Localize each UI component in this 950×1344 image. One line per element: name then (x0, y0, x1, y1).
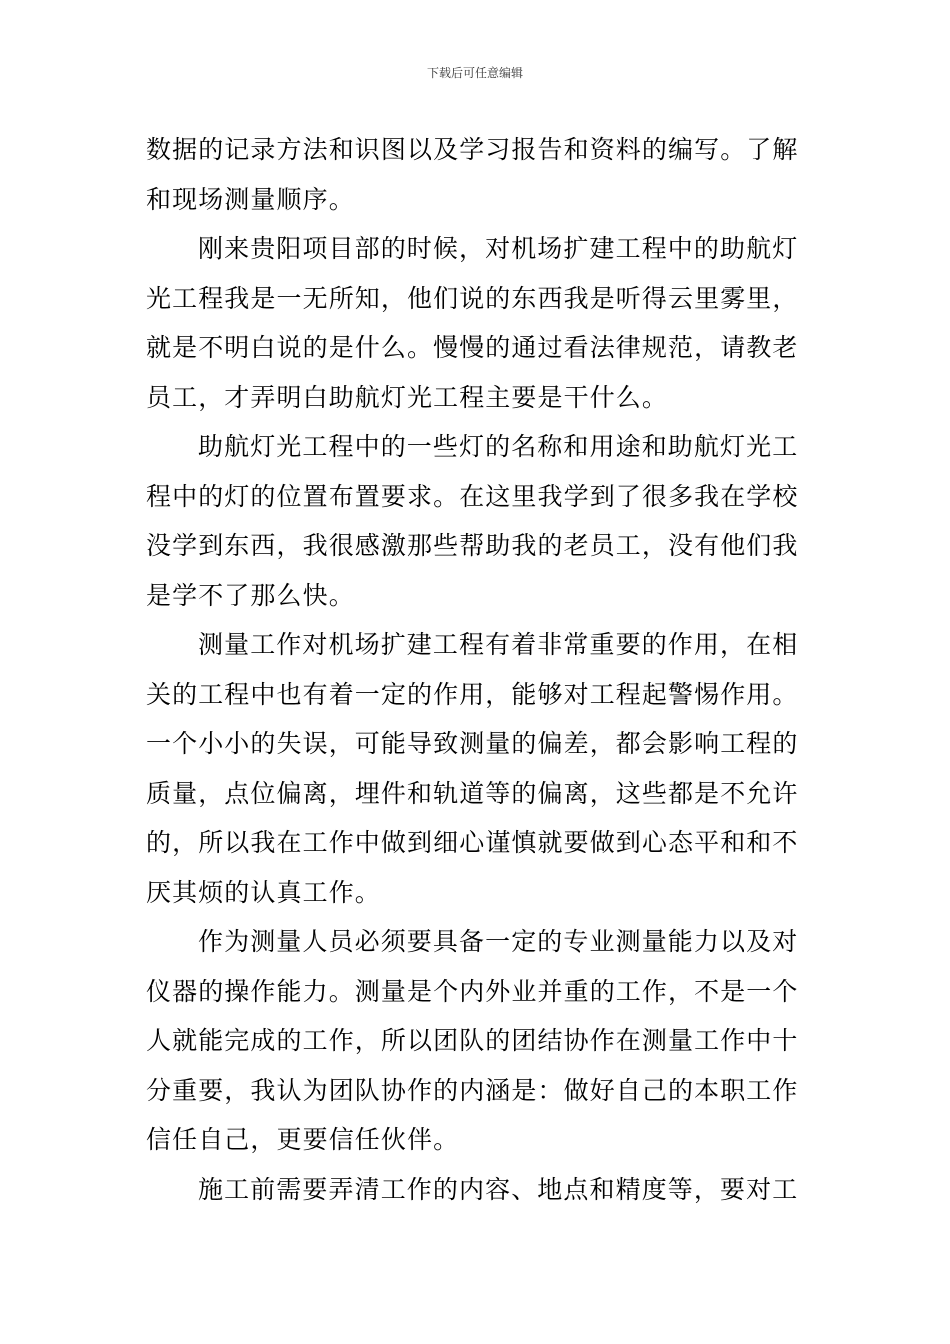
text-line: 刚来贵阳项目部的时候，对机场扩建工程中的助航灯 (198, 234, 799, 263)
text-line: 厌其烦的认真工作。 (146, 877, 381, 907)
text-line: 信任自己，更要信任伙伴。 (146, 1125, 460, 1154)
paragraph-2 (146, 224, 806, 422)
text-line: 分重要，我认为团队协作的内涵是：做好自己的本职工作 (146, 1075, 799, 1105)
text-line: 施工前需要弄清工作的内容、地点和精度等，要对工 (198, 1174, 799, 1204)
text-line: 和现场测量顺序。 (146, 184, 355, 214)
page-header: 下载后可任意编辑 (426, 66, 523, 80)
text-line: 就是不明白说的是什么。慢慢的通过看法律规范，请教老 (146, 333, 799, 362)
text-line: 人就能完成的工作，所以团队的团结协作在测量工作中十 (146, 1026, 799, 1055)
text-line: 程中的灯的位置布置要求。在这里我学到了很多我在学校 (146, 481, 799, 511)
text-line: 作为测量人员必须要具备一定的专业测量能力以及对 (198, 927, 799, 956)
text-line: 是学不了那么快。 (146, 580, 355, 610)
text-line: 一个小小的失误，可能导致测量的偏差，都会影响工程的 (146, 729, 799, 758)
paragraph-3 (146, 422, 806, 620)
text-line: 的，所以我在工作中做到细心谨慎就要做到心态平和和不 (146, 828, 799, 857)
text-line: 员工，才弄明白助航灯光工程主要是干什么。 (146, 382, 669, 412)
text-line: 仪器的操作能力。测量是个内外业并重的工作，不是一个 (146, 976, 799, 1006)
text-line: 数据的记录方法和识图以及学习报告和资料的编写。了解 (146, 135, 799, 164)
text-line: 没学到东西，我很感激那些帮助我的老员工，没有他们我 (146, 531, 799, 560)
text-line: 光工程我是一无所知，他们说的东西我是听得云里雾里， (146, 283, 799, 313)
text-line: 质量，点位偏离，埋件和轨道等的偏离，这些都是不允许 (146, 778, 799, 808)
paragraph-5 (146, 917, 806, 1165)
text-line: 测量工作对机场扩建工程有着非常重要的作用，在相 (198, 630, 799, 659)
text-line: 助航灯光工程中的一些灯的名称和用途和助航灯光工 (198, 432, 799, 461)
paragraph-1 (146, 125, 806, 224)
paragraph-4 (146, 620, 806, 917)
document-body (146, 125, 806, 1214)
text-line: 关的工程中也有着一定的作用，能够对工程起警惕作用。 (146, 679, 799, 709)
paragraph-6 (146, 1165, 806, 1215)
